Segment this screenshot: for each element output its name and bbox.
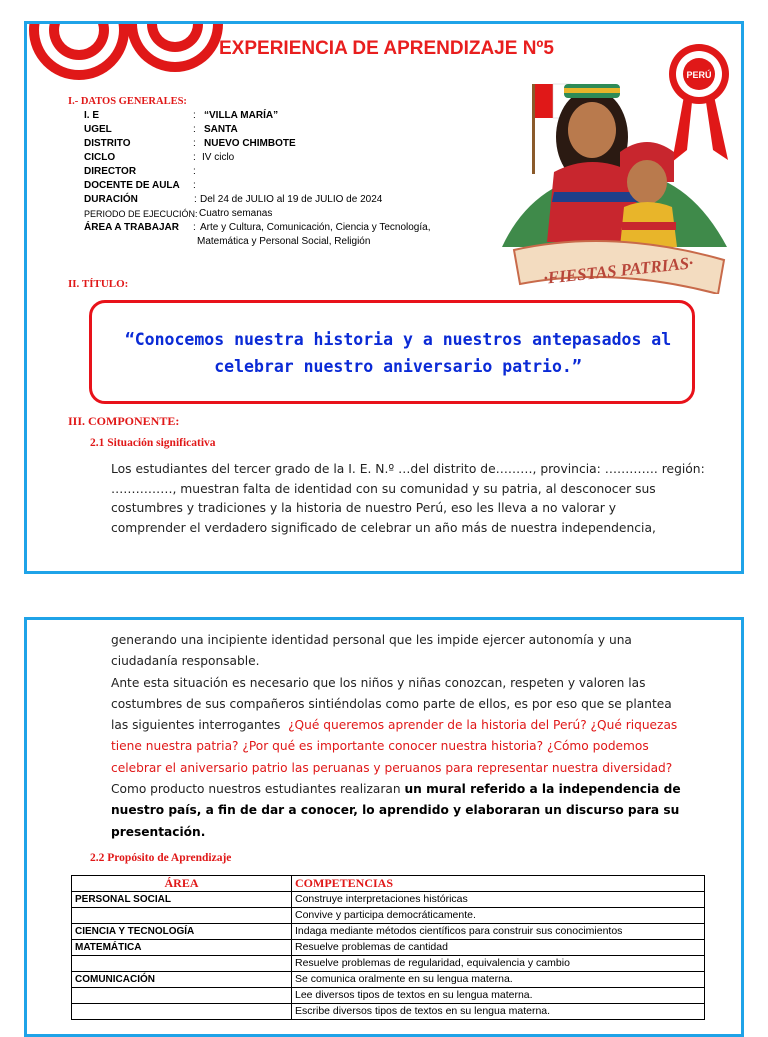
banner-text: ·FIESTAS PATRIAS· (542, 253, 695, 288)
general-row: DISTRITO : NUEVO CHIMBOTE (84, 138, 296, 149)
table-row: COMUNICACIÓN Se comunica oralmente en su lengua materna. (72, 972, 705, 988)
situation-paragraph-continued: generando una incipiente identidad personal que les impide ejercer autonomía y una ciudadanía responsable. Ante esta situación es necesario que los niños y niñas conozcan, respeten y valoren las costumbres de sus compañeros sintiéndolas como parte de ellos, es por eso que se plantea las siguientes interrogantes ¿Qué queremos aprender de la historia del Perú? ¿Qué riquezas tiene nuestra patria? ¿Por qué es importante conocer nuestra historia? ¿Cómo podemos celebrar el aniversario patrio las peruanas y peruanos para representar nuestra diversidad? Como producto nuestros estudiantes realizaran un mural referido a la independencia de nuestro país, a fin de dar a conocer, lo aprendido y elaboraran un discurso para su presentación. (111, 633, 681, 839)
table-header-row: ÁREA COMPETENCIAS (72, 876, 705, 892)
general-row: CICLO : IV ciclo (84, 152, 235, 163)
general-row: Matemática y Personal Social, Religión (197, 236, 371, 247)
general-row: PERIODO DE EJECUCIÓN: Cuatro semanas (84, 208, 273, 219)
section-componente: III. COMPONENTE: (68, 414, 180, 428)
general-row: ÁREA A TRABAJAR : Arte y Cultura, Comunicación, Ciencia y Tecnología, (84, 222, 431, 233)
situation-paragraph: Los estudiantes del tercer grado de la I. E. N.º …del distrito de………, provincia: …………. región: ……………, muestran falta de identidad con su comunidad y su patria, al desconocer sus costumbres y tradiciones y la historia de nuestro Perú, eso les lleva a no valorar y comprender el verdadero significado de celebrar un año más de nuestra independencia, (111, 462, 705, 535)
rosette-decoration (27, 24, 227, 88)
subsection-proposito: 2.2 Propósito de Aprendizaje (90, 852, 232, 864)
subsection-situacion-significativa: 2.1 Situación significativa (90, 437, 216, 449)
table-row: Escribe diversos tipos de textos en su lengua materna. (72, 1004, 705, 1020)
fiestas-patrias-illustration (492, 32, 737, 294)
general-row: DIRECTOR : (84, 166, 196, 177)
general-row: I. E : “VILLA MARÍA” (84, 110, 279, 121)
table-row: CIENCIA Y TECNOLOGÍA Indaga mediante métodos científicos para construir sus conocimientos (72, 924, 705, 940)
experience-title: “Conocemos nuestra historia y a nuestros antepasados al celebrar nuestro aniversario patrio.” (124, 330, 672, 376)
general-row: UGEL : SANTA (84, 124, 238, 135)
section-titulo: II. TÍTULO: (68, 278, 129, 290)
table-row: Resuelve problemas de regularidad, equivalencia y cambio (72, 956, 705, 972)
section-datos-generales: I.- DATOS GENERALES: (68, 96, 187, 107)
table-row: MATEMÁTICA Resuelve problemas de cantidad (72, 940, 705, 956)
purpose-table (71, 875, 705, 1020)
document-page-1 (24, 21, 744, 574)
document-title: EXPERIENCIA DE APRENDIZAJE Nº5 (219, 38, 554, 59)
peru-badge-text: PERÚ (686, 70, 712, 80)
table-row: Lee diversos tipos de textos en su lengua materna. (72, 988, 705, 1004)
document-page-2 (24, 617, 744, 1037)
general-data-block (27, 109, 487, 259)
general-row: DOCENTE DE AULA : (84, 180, 196, 191)
table-row: Convive y participa democráticamente. (72, 908, 705, 924)
table-row: PERSONAL SOCIAL Construye interpretaciones históricas (72, 892, 705, 908)
general-row: DURACIÓN : Del 24 de JULIO al 19 de JULIO de 2024 (84, 194, 383, 205)
